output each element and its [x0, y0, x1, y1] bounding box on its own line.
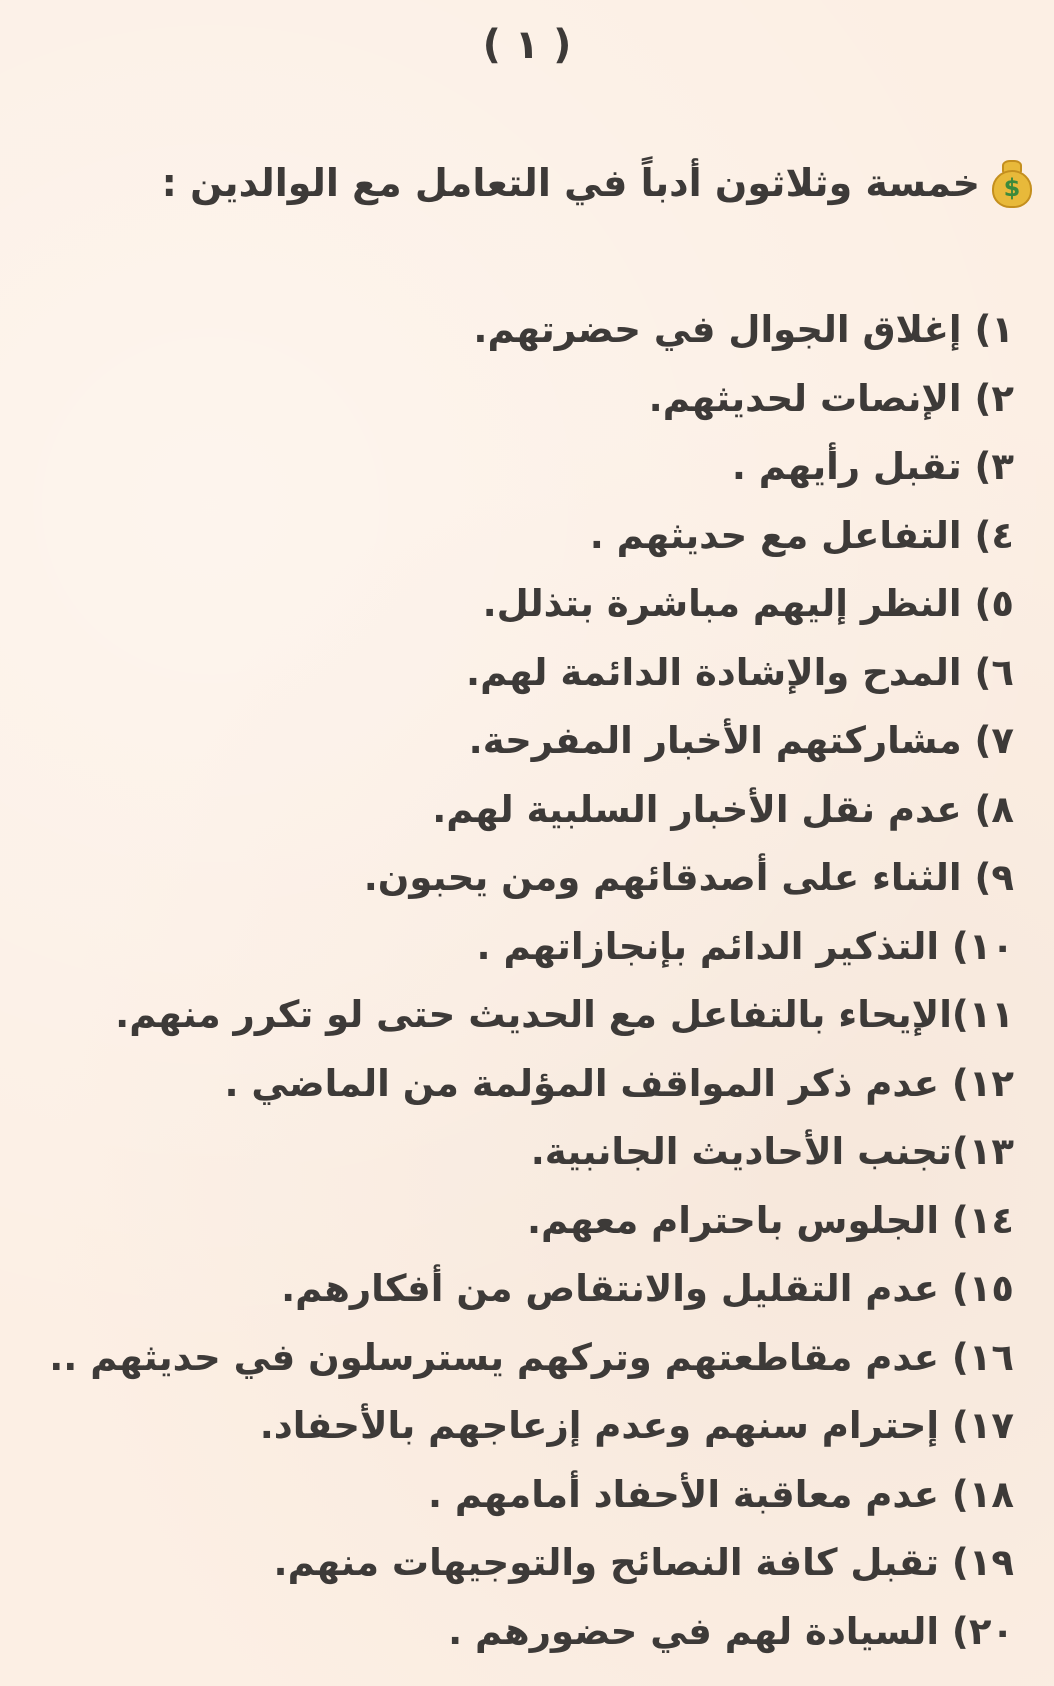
list-item: ١٩) تقبل كافة النصائح والتوجيهات منهم. — [273, 1541, 1014, 1584]
list-item: ١١)الإيحاء بالتفاعل مع الحديث حتى لو تكرر منهم. — [115, 993, 1014, 1036]
list-item: ٥) النظر إليهم مباشرة بتذلل. — [482, 582, 1014, 625]
list-item: ١) إغلاق الجوال في حضرتهم. — [473, 308, 1014, 351]
heading-text: خمسة وثلاثون أدباً في التعامل مع الوالدين : — [161, 161, 980, 205]
list-item: ٩) الثناء على أصدقائهم ومن يحبون. — [363, 856, 1014, 899]
list-item: ١٤) الجلوس باحترام معهم. — [527, 1198, 1014, 1242]
list-item: ١٦) عدم مقاطعتهم وتركهم يسترسلون في حديثهم .. — [49, 1335, 1014, 1379]
heading — [162, 158, 1034, 208]
list-item: ١٥) عدم التقليل والانتقاص من أفكارهم. — [281, 1267, 1014, 1310]
list-item: ١٧) إحترام سنهم وعدم إزعاجهم بالأحفاد. — [259, 1404, 1014, 1447]
list-item: ٣) تقبل رأيهم . — [731, 445, 1014, 488]
page-number: ( ١ ) — [482, 22, 572, 68]
list-item: ٨) عدم نقل الأخبار السلبية لهم. — [432, 787, 1014, 831]
list-item: ١٣)تجنب الأحاديث الجانبية. — [530, 1130, 1014, 1173]
list-item: ١٠) التذكير الدائم بإنجازاتهم . — [476, 924, 1014, 968]
money-bag-icon: $ — [990, 158, 1034, 208]
list-item: ٢) الإنصات لحديثهم. — [648, 376, 1014, 420]
list-item: ٢٠) السيادة لهم في حضورهم . — [448, 1609, 1014, 1653]
etiquette-list — [14, 296, 1014, 1666]
list-item: ٦) المدح والإشادة الدائمة لهم. — [466, 650, 1014, 694]
list-item: ٧) مشاركتهم الأخبار المفرحة. — [468, 719, 1014, 762]
list-item: ١٢) عدم ذكر المواقف المؤلمة من الماضي . — [224, 1061, 1014, 1105]
list-item: ٤) التفاعل مع حديثهم . — [589, 513, 1014, 557]
list-item: ١٨) عدم معاقبة الأحفاد أمامهم . — [427, 1472, 1014, 1516]
